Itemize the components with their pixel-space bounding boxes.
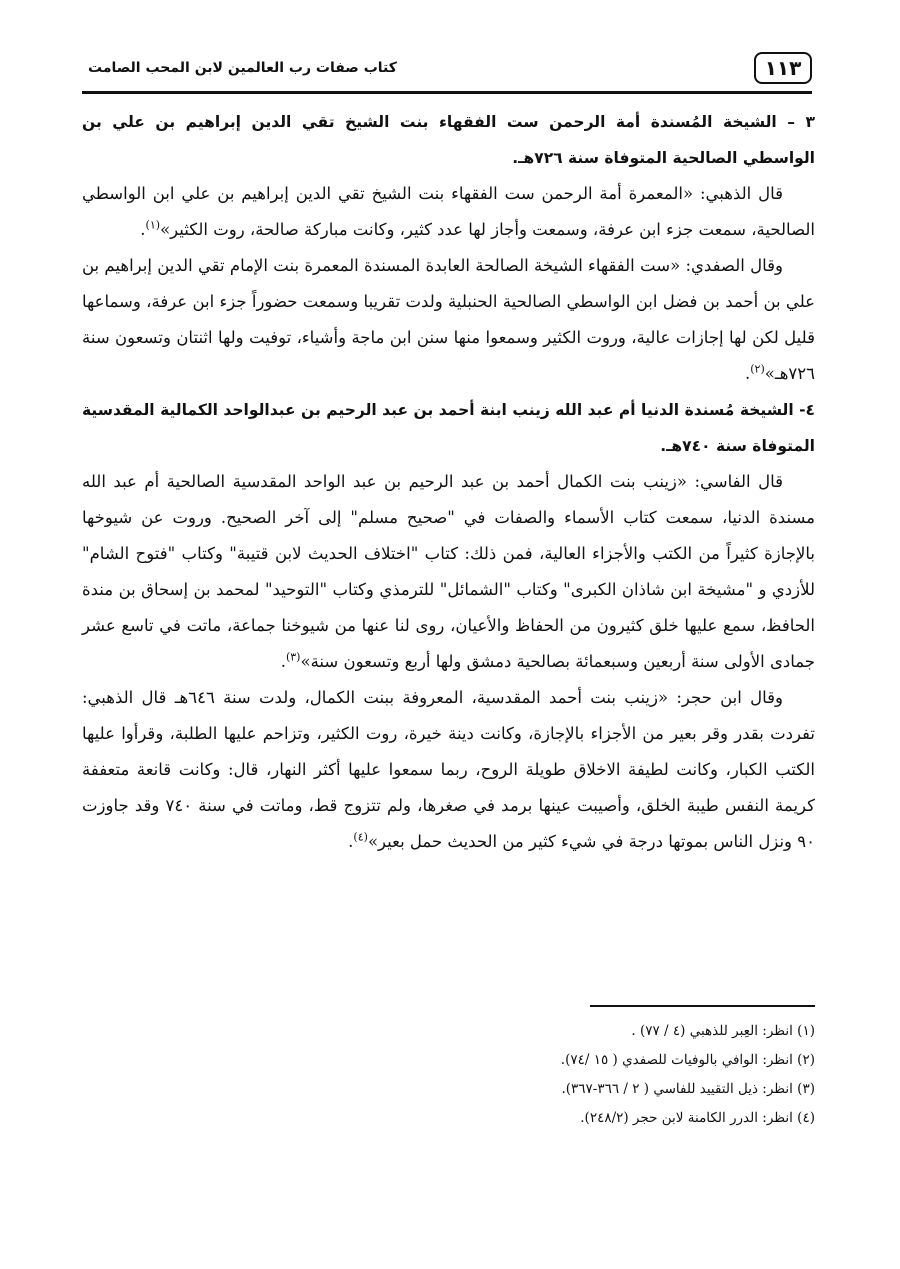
paragraph-end: . [348, 832, 354, 851]
footnote-ref[interactable]: (٤) [353, 830, 368, 844]
main-text [82, 104, 815, 860]
footnotes [82, 1005, 815, 1133]
footnote-ref[interactable]: (٣) [285, 650, 301, 664]
paragraph-text: قال الفاسي: «زينب بنت الكمال أحمد بن عبد الرحيم بن عبد الواحد المقدسية الصالحية أم عبد الله مسندة الدنيا، سمعت كتاب الأسماء والصفات في "صحيح مسلم" إلى آخر الصحيح. وروت عن شيوخها بالإجازة كثيراً من الكتب والأجزاء العالية، فمن ذلك: كتاب "اختلاف الحديث لابن قتيبة" وكتاب "فتوح الشام" للأزدي و "مشيخة ابن شاذان الكبرى" وكتاب "الشمائل" للترمذي وكتاب "التوحيد" لمحمد بن إسحاق بن مندة الحافظ، سمع عليها خلق كثيرون من الحفاظ والأعيان، روى لنا عنها من شيوخنا جماعة، ماتت في تاسع عشر جمادى الأولى سنة أربعين وسبعمائة بصالحية دمشق ولها أربع وتسعون سنة» [82, 472, 815, 671]
footnote: (٤) انظر: الدرر الكامنة لابن حجر (٢٤٨/٢). [580, 1110, 815, 1126]
paragraph [82, 680, 815, 860]
footnote-ref[interactable]: (٢) [750, 362, 765, 376]
header-rule [82, 91, 812, 94]
footnote-ref[interactable]: (١) [145, 218, 161, 232]
paragraph [82, 176, 815, 248]
footnote-rule [590, 1005, 815, 1007]
paragraph-end: . [140, 220, 146, 239]
paragraph-end: . [745, 364, 751, 383]
footnote: (٢) انظر: الوافي بالوفيات للصفدي ( ١٥ /٧٤). [560, 1052, 815, 1068]
paragraph-end: . [280, 652, 286, 671]
entry-heading: ٣ – الشيخة المُسندة أمة الرحمن ست الفقهاء بنت الشيخ تقي الدين إبراهيم بن علي بن الواسطي الصالحية المتوفاة سنة ٧٢٦هـ. [82, 113, 815, 167]
paragraph-text: وقال ابن حجر: «زينب بنت أحمد المقدسية، المعروفة ببنت الكمال، ولدت سنة ٦٤٦هـ قال الذهبي: تفردت بقدر وقر بعير من الأجزاء بالإجازة، وكانت دينة خيرة، روت الكثير، وتزاحم عليها الطلبة، وقرأوا عليها الكتب الكبار، وكانت لطيفة الاخلاق طويلة الروح، ربما سمعوا عليها أكثر النهار، قال: وكانت قانعة متعففة كريمة النفس طيبة الخلق، وأصيبت عينها برمد في صغرها، ولم تتزوج قط، وماتت في سنة ٧٤٠ وقد جاوزت ٩٠ ونزل الناس بموتها درجة في شيء كثير من الحديث حمل بعير» [82, 688, 815, 851]
footnote: (٣) انظر: ذيل التقييد للفاسي ( ٢ / ٣٦٦-٣٦٧). [561, 1081, 815, 1097]
entry-heading: ٤- الشيخة مُسندة الدنيا أم عبد الله زينب ابنة أحمد بن عبد الرحيم بن عبدالواحد الكمالية المقدسية المتوفاة سنة ٧٤٠هـ. [82, 401, 815, 455]
footnote: (١) انظر: العِبر للذهبي (٤ / ٧٧) . [631, 1023, 815, 1039]
paragraph [82, 464, 815, 680]
page-number: ١١٣ [754, 52, 812, 84]
paragraph-text: قال الذهبي: «المعمرة أمة الرحمن ست الفقهاء بنت الشيخ تقي الدين إبراهيم بن علي ابن الواسطي الصالحية، سمعت جزء ابن عرفة، وسمعت وأجاز لها عدد كثير، وكانت مباركة صالحة، روت الكثير» [82, 184, 815, 239]
paragraph [82, 248, 815, 392]
paragraph-text: وقال الصفدي: «ست الفقهاء الشيخة الصالحة العابدة المسندة المعمرة بنت الإمام تقي الدين إبراهيم بن علي بن أحمد بن فضل ابن الواسطي الصالحية الحنبلية ولدت تقريبا وسمعت حضوراً جزء ابن عرفة، وسماعها قليل لكن لها إجازات عالية، وروت الكثير وسمعوا منها سنن ابن ماجة وأشياء، توفيت ولها اثنتان وتسعون سنة ٧٢٦هـ» [82, 256, 815, 383]
book-title: كتاب صفات رب العالمين لابن المحب الصامت [88, 60, 397, 76]
page-header [82, 52, 812, 94]
